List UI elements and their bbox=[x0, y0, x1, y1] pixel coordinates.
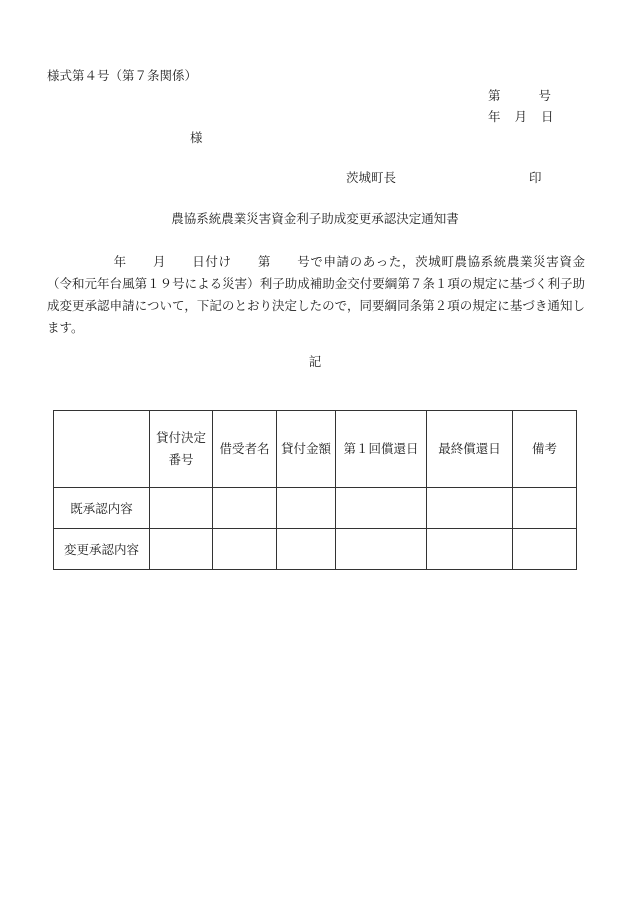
header-remarks: 備考 bbox=[513, 411, 577, 488]
table-row bbox=[54, 488, 577, 529]
table-cell bbox=[150, 488, 213, 529]
issuer-name: 茨城町長 bbox=[346, 170, 397, 185]
table-row bbox=[54, 529, 577, 570]
decision-table bbox=[53, 410, 577, 570]
addressee-suffix: 様 bbox=[190, 130, 203, 145]
table-cell bbox=[150, 529, 213, 570]
table-cell bbox=[513, 488, 577, 529]
form-number: 様式第４号（第７条関係） bbox=[47, 68, 198, 83]
table-cell bbox=[513, 529, 577, 570]
seal-mark: 印 bbox=[529, 170, 542, 185]
header-loan-decision-number bbox=[150, 411, 213, 488]
table-cell bbox=[427, 488, 513, 529]
body-text: 年 月 日付け 第 号で申請のあった，茨城町農協系統農業災害資金（令和元年台風第１９号による災害）利子助成補助金交付要綱第７条１項の規定に基づく利子助成変更承認申請について，下記のとおり決定したので，同要綱同条第２項の規定に基づき通知します。 bbox=[47, 254, 585, 335]
row-label: 既承認内容 bbox=[54, 488, 150, 529]
header-loan-amount: 貸付金額 bbox=[277, 411, 336, 488]
header-first-repayment-date: 第１回償還日 bbox=[336, 411, 427, 488]
table-cell bbox=[277, 488, 336, 529]
ki-marker: 記 bbox=[308, 354, 322, 369]
header-borrower-name: 借受者名 bbox=[213, 411, 277, 488]
document-title: 農協系統農業災害資金利子助成変更承認決定通知書 bbox=[171, 211, 459, 226]
number-suffix: 号 bbox=[538, 88, 552, 103]
body-paragraph bbox=[47, 251, 585, 339]
table-cell bbox=[277, 529, 336, 570]
table-header-row bbox=[54, 411, 577, 488]
date-year: 年 bbox=[488, 109, 501, 124]
table-cell bbox=[213, 488, 277, 529]
table-cell bbox=[336, 488, 427, 529]
table-cell bbox=[427, 529, 513, 570]
date-line bbox=[488, 107, 554, 125]
number-prefix: 第 bbox=[488, 88, 501, 103]
date-day: 日 bbox=[541, 109, 554, 124]
table-cell bbox=[213, 529, 277, 570]
header-blank bbox=[54, 411, 150, 488]
row-label: 変更承認内容 bbox=[54, 529, 150, 570]
document-number-line bbox=[488, 86, 551, 104]
header-final-repayment-date: 最終償還日 bbox=[427, 411, 513, 488]
header-loan-decision-number-text: 貸付決定番号 bbox=[155, 430, 206, 467]
date-month: 月 bbox=[514, 109, 528, 124]
table-cell bbox=[336, 529, 427, 570]
